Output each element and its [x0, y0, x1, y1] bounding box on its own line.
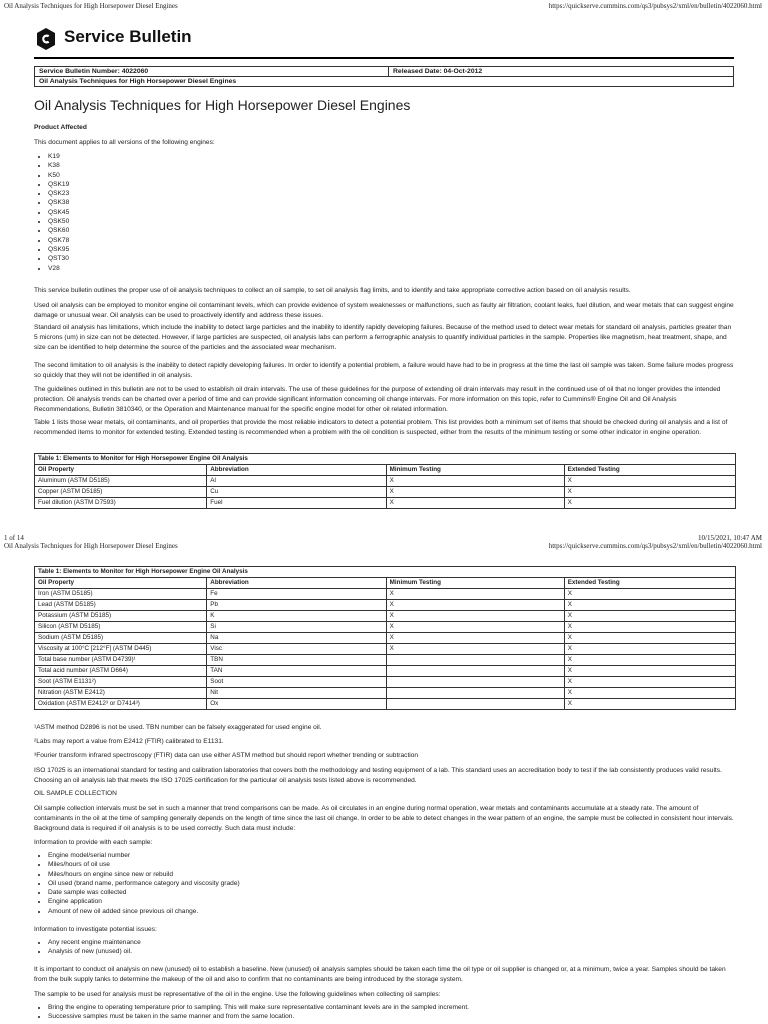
- print-header-title-2: Oil Analysis Techniques for High Horsepower Diesel Engines: [4, 542, 178, 550]
- table-row: [35, 655, 736, 666]
- list-item: • Any recent engine maintenance: [48, 938, 734, 947]
- list-item: • Engine application: [48, 897, 734, 906]
- cummins-logo-icon: [34, 27, 58, 51]
- table-row: [35, 633, 736, 644]
- print-datetime: 10/15/2021, 10:47 AM: [698, 534, 762, 542]
- footnote-1: ¹ASTM method D2896 is not be used. TBN number can be falsely exaggerated for used engine oil.: [34, 724, 322, 731]
- table-cell: TAN: [207, 666, 386, 677]
- product-affected-label: Product Affected: [34, 124, 87, 131]
- table-cell: X: [386, 622, 564, 633]
- paragraph-used-oil: Used oil analysis can be employed to monitor engine oil contaminant levels, which can provide evidence of system weaknesses or malfunctions, such as faulty air filtration, coolant leaks, fuel dilution, and wear metals that can suggest engine damage or unusual wear. Oil analysis can be used to proactively identify and address these issues.: [34, 302, 734, 319]
- issue-list-container: [34, 938, 734, 957]
- table-cell: Fe: [207, 589, 386, 600]
- paragraph-limitations: Standard oil analysis has limitations, which include the inability to detect large particles and the inability to identify rapidly developing failures. Because of the method used to detect wear metals for standard oil analysis, particles greater than 5 microns (um) in size can not be detected. However, if large particles are suspected, oil analysis labs can perform a ferrographic analysis to quantify individual particles in the sample. Properties like magnetism, heat treatment, shape, and size can be identified to help determine the source of the particles and the associated wear mechanism.: [34, 324, 732, 351]
- table-row: [35, 611, 736, 622]
- engine-list-item: • K50: [48, 171, 734, 180]
- engine-list-item: • V28: [48, 264, 734, 273]
- table-cell: X: [564, 699, 735, 710]
- engine-list-item: • QSK19: [48, 180, 734, 189]
- table-cell: X: [564, 498, 735, 509]
- table-cell: X: [564, 611, 735, 622]
- table-header-row: [35, 578, 736, 589]
- paragraph-collection: Oil sample collection intervals must be set in such a manner that trend comparisons can be made. As oil circulates in an engine during normal operation, wear metals and contaminants accumulate at a steady rate. The amount of contaminants in the oil at the time of sampling generally depends on the length of time since the last oil change. In order to be able to detect changes in the wear pattern of an engine, the sample must be collected in consistent hour intervals. Background data is required if oil analysis is to be used correctly. Such data must include:: [34, 805, 734, 832]
- table-cell: X: [564, 655, 735, 666]
- table-cell: Soot (ASTM E1131²): [35, 677, 207, 688]
- table-cell: Total base number (ASTM D4739)¹: [35, 655, 207, 666]
- table-cell: Sodium (ASTM D5185): [35, 633, 207, 644]
- print-header-url: https://quickserve.cummins.com/qs3/pubsys2/xml/en/bulletin/4022060.html: [548, 2, 762, 10]
- list-item: • Date sample was collected: [48, 888, 734, 897]
- table-cell: [386, 699, 564, 710]
- table-cell: [386, 688, 564, 699]
- paragraph-iso: ISO 17025 is an international standard for testing and calibration laboratories that covers both the methodology and testing equipment of a lab. This standard uses an accreditation body to test if the lab consistently produces valid results. Choosing an oil analysis lab that meets the ISO 17025 certification for the particular oil analysis tests listed above is recommended.: [34, 767, 722, 784]
- table-header-cell: Minimum Testing: [386, 465, 564, 476]
- table-cell: X: [564, 677, 735, 688]
- engine-list-container: [34, 152, 734, 273]
- paragraph-second-limitation: The second limitation to oil analysis is the inability to detect rapidly developing failures. In order to identify a potential problem, a failure would have had to be in progress at the time the last oil sample was taken. Some failure modes progress so quickly that they will not be identified in oil analysis.: [34, 362, 734, 379]
- table-cell: [386, 677, 564, 688]
- table-row: [35, 498, 736, 509]
- list-item: • Miles/hours on engine since new or rebuild: [48, 870, 734, 879]
- table-cell: Ox: [207, 699, 386, 710]
- engine-list-item: • QST30: [48, 254, 734, 263]
- paragraph-table-intro: Table 1 lists those wear metals, oil contaminants, and oil properties that provide the most reliable indicators to detect a potential problem. This list provides both a minimum set of items that should be checked during oil analysis and a list of recommended items to monitor for extended testing. Extended testing is recommended when a problem with the oil condition is suspected, either from the results of the minimum testing or some other indicator in engine operation.: [34, 419, 728, 436]
- paragraph-guidelines: The guidelines outlined in this bulletin are not to be used to establish oil drain intervals. The use of these guidelines for the purpose of extending oil drain intervals may result in the continued use of oil that no longer provides the intended protection. Oil analysis trends can be charted over a period of time and can provide significant information concerning oil change intervals. For more information on this topic, refer to Cummins® Engine Oil and Oil Analysis Recommendations, Bulletin 3810340, or the Operation and Maintenance manual for the specific engine model for other oil related information.: [34, 386, 721, 413]
- table-header-cell: Extended Testing: [564, 578, 735, 589]
- table-cell: X: [386, 476, 564, 487]
- table-cell: Lead (ASTM D5185): [35, 600, 207, 611]
- table-cell: Nitration (ASTM E2412): [35, 688, 207, 699]
- table-cell: X: [386, 589, 564, 600]
- list-item: • Bring the engine to operating temperature prior to sampling. This will make sure representative contaminant levels are in the sampled increment.: [48, 1003, 734, 1012]
- table-cell: X: [564, 600, 735, 611]
- table-cell: Soot: [207, 677, 386, 688]
- applies-text: This document applies to all versions of the following engines:: [34, 139, 215, 146]
- engine-list-item: • QSK23: [48, 189, 734, 198]
- table-header-cell: Minimum Testing: [386, 578, 564, 589]
- table-cell: K: [207, 611, 386, 622]
- table-cell: Total acid number (ASTM D664): [35, 666, 207, 677]
- table-row: [35, 589, 736, 600]
- engine-list-item: • QSK78: [48, 236, 734, 245]
- page-number: 1 of 14: [4, 534, 24, 542]
- engine-list-item: • K19: [48, 152, 734, 161]
- table-cell: X: [564, 688, 735, 699]
- guide-list-container: [34, 1003, 734, 1022]
- paragraph-baseline: It is important to conduct oil analysis on new (unused) oil to establish a baseline. New (unused) oil analysis samples should be taken each time the oil type or oil supplier is changed or, at a minimum, twice a year. Samples should be taken from the bulk supply tanks to determine the makeup of the oil and also to confirm that no contaminants are being introduced by the storage system.: [34, 966, 726, 983]
- issue-info-list: [34, 938, 734, 957]
- table-cell: [386, 666, 564, 677]
- table-cell: X: [386, 644, 564, 655]
- table-cell: X: [564, 589, 735, 600]
- list-item: • Analysis of new (unused) oil.: [48, 947, 734, 956]
- table-cell: Cu: [207, 487, 386, 498]
- table-cell: Al: [207, 476, 386, 487]
- info-issue-label: Information to investigate potential issues:: [34, 926, 157, 933]
- document-title: Oil Analysis Techniques for High Horsepower Diesel Engines: [34, 97, 411, 113]
- sample-info-list: [34, 851, 734, 916]
- table-cell: Na: [207, 633, 386, 644]
- table-cell: [386, 655, 564, 666]
- table-header-cell: Oil Property: [35, 465, 207, 476]
- table-cell: Si: [207, 622, 386, 633]
- list-item: • Engine model/serial number: [48, 851, 734, 860]
- table-row: [35, 677, 736, 688]
- table-cell: Fuel dilution (ASTM D7593): [35, 498, 207, 509]
- table-cell: X: [386, 600, 564, 611]
- print-header-title: Oil Analysis Techniques for High Horsepower Diesel Engines: [4, 2, 178, 10]
- table-row: [35, 600, 736, 611]
- table-cell: Copper (ASTM D5185): [35, 487, 207, 498]
- print-header-url-2: https://quickserve.cummins.com/qs3/pubsys2/xml/en/bulletin/4022060.html: [548, 542, 762, 550]
- engine-list-item: • QSK38: [48, 198, 734, 207]
- table-cell: Iron (ASTM D5185): [35, 589, 207, 600]
- table-cell: Pb: [207, 600, 386, 611]
- engine-list-item: • QSK60: [48, 226, 734, 235]
- table-cell: X: [564, 476, 735, 487]
- info-each-label: Information to provide with each sample:: [34, 839, 153, 846]
- engine-list: [34, 152, 734, 273]
- table-cell: Silicon (ASTM D5185): [35, 622, 207, 633]
- table-cell: X: [386, 498, 564, 509]
- released-date: Released Date: 04-Oct-2012: [389, 67, 734, 77]
- engine-list-item: • QSK50: [48, 217, 734, 226]
- table-cell: Visc: [207, 644, 386, 655]
- engine-list-item: • QSK45: [48, 208, 734, 217]
- table-cell: X: [564, 633, 735, 644]
- table-cell: X: [564, 487, 735, 498]
- table-caption: Table 1: Elements to Monitor for High Horsepower Engine Oil Analysis: [35, 454, 736, 465]
- section-heading-oil-sample: OIL SAMPLE COLLECTION: [34, 790, 117, 797]
- table-cell: TBN: [207, 655, 386, 666]
- table-cell: X: [564, 622, 735, 633]
- table-row: [35, 666, 736, 677]
- header-rule: [34, 57, 734, 59]
- table-cell: X: [564, 644, 735, 655]
- table-row: [35, 699, 736, 710]
- table-cell: X: [386, 487, 564, 498]
- table-header-cell: Extended Testing: [564, 465, 735, 476]
- table-row: [35, 622, 736, 633]
- bulletin-number: Service Bulletin Number: 4022060: [35, 67, 389, 77]
- paragraph-intro: This service bulletin outlines the proper use of oil analysis techniques to collect an oil sample, to set oil analysis flag limits, and to identify and take appropriate corrective action based on oil analysis results.: [34, 287, 631, 294]
- bulletin-subject: Oil Analysis Techniques for High Horsepower Diesel Engines: [35, 77, 734, 87]
- table-cell: Viscosity at 100°C [212°F] (ASTM D445): [35, 644, 207, 655]
- footnote-3: ³Fourier transform infrared spectroscopy (FTIR) data can use either ASTM method but should report whether trending or subtraction: [34, 752, 419, 759]
- table1-page2: [34, 566, 736, 710]
- guideline-list: [34, 1003, 734, 1022]
- engine-list-item: • K38: [48, 161, 734, 170]
- table-cell: Aluminum (ASTM D5185): [35, 476, 207, 487]
- table-cell: X: [386, 633, 564, 644]
- table-header-cell: Oil Property: [35, 578, 207, 589]
- table-row: [35, 487, 736, 498]
- table-cell: X: [564, 666, 735, 677]
- table-row: [35, 476, 736, 487]
- paragraph-sample: The sample to be used for analysis must be representative of the oil in the engine. Use the following guidelines when collecting oil samples:: [34, 991, 441, 998]
- list-item: • Amount of new oil added since previous oil change.: [48, 907, 734, 916]
- table-header-row: [35, 465, 736, 476]
- list-item: • Oil used (brand name, performance category and viscosity grade): [48, 879, 734, 888]
- table-cell: Oxidation (ASTM E2412³ or D7414³): [35, 699, 207, 710]
- table-cell: Nit: [207, 688, 386, 699]
- table-row: [35, 644, 736, 655]
- each-list-container: [34, 851, 734, 916]
- engine-list-item: • QSK95: [48, 245, 734, 254]
- bulletin-meta-table: [34, 66, 734, 87]
- table-cell: Fuel: [207, 498, 386, 509]
- table-header-cell: Abbreviation: [207, 465, 386, 476]
- table-cell: Potassium (ASTM D5185): [35, 611, 207, 622]
- table-header-cell: Abbreviation: [207, 578, 386, 589]
- list-item: • Miles/hours of oil use: [48, 860, 734, 869]
- list-item: • Successive samples must be taken in the same manner and from the same location.: [48, 1012, 734, 1021]
- table-row: [35, 688, 736, 699]
- footnote-2: ²Labs may report a value from E2412 (FTIR) calibrated to E1131.: [34, 738, 224, 745]
- table-caption: Table 1: Elements to Monitor for High Horsepower Engine Oil Analysis: [35, 567, 736, 578]
- service-bulletin-heading: Service Bulletin: [64, 27, 192, 46]
- table-cell: X: [386, 611, 564, 622]
- table1-page1: [34, 453, 736, 509]
